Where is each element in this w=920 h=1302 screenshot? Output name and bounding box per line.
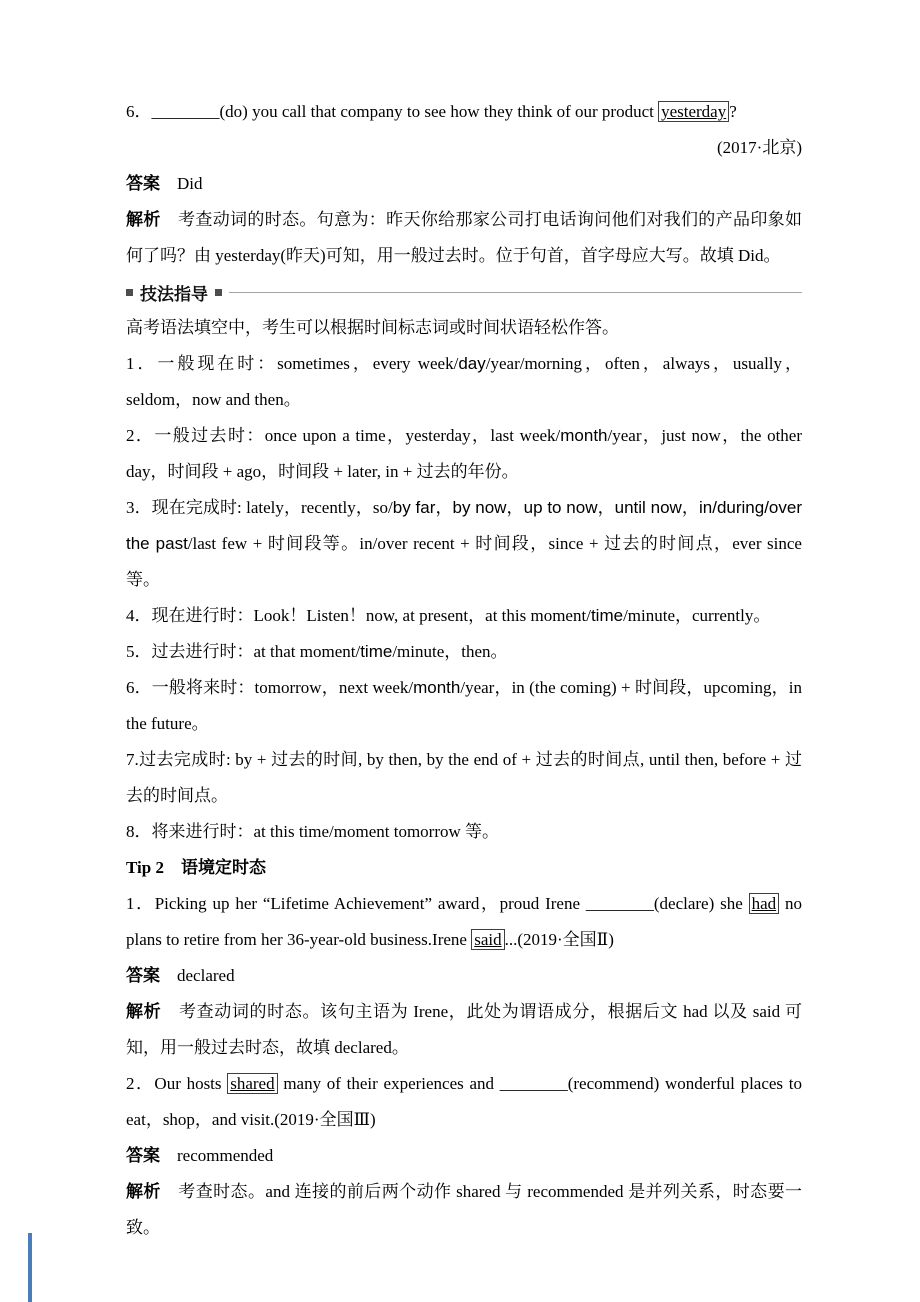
text-segment: /year，just now，the other day，时间段 + ago，时间段 + later, in + 过去的年份。: [126, 426, 802, 481]
text-segment: 8．将来进行时：at this time/moment tomorrow 等。: [126, 822, 500, 841]
revision-bar: [28, 1233, 32, 1302]
text-segment: time: [590, 606, 624, 625]
text-segment: 高考语法填空中，考生可以根据时间标志词或时间状语轻松作答。: [126, 318, 619, 337]
text-segment: ?: [729, 102, 737, 121]
text-segment: recommended: [160, 1146, 274, 1165]
skill-guide-label: 技法指导: [140, 284, 208, 304]
tense-item-8: [126, 814, 802, 850]
tense-item-4: [126, 598, 802, 634]
analysis-q6: [126, 202, 802, 274]
text-segment: 考查动词的时态。该句主语为 Irene，此处为谓语成分，根据后文 had 以及 said 可知，用一般过去时态，故填 declared。: [126, 1002, 803, 1057]
text-segment: no plans to retire from her 36-year-old business.Irene: [126, 894, 803, 949]
tense-item-5: [126, 634, 802, 670]
header-rule: [229, 292, 802, 293]
text-segment: 答案: [126, 174, 160, 193]
tense-item-1: [126, 346, 802, 418]
text-segment: month: [413, 678, 461, 697]
text-segment: 6．一般将来时：tomorrow，next week/: [126, 678, 414, 697]
text-segment: /year/morning，often，always，usually，seldom，now and then。: [126, 354, 802, 409]
text-segment: declared: [160, 966, 235, 985]
tip2-title: [126, 850, 802, 886]
text-segment: /year，in (the coming) + 时间段，upcoming，in the future。: [126, 678, 802, 733]
boxed-word: had: [749, 893, 780, 914]
text-segment: 6．________(do) you call that company to see how they think of our product: [126, 102, 659, 121]
question-6: [126, 94, 802, 130]
tense-item-7: [126, 742, 802, 814]
text-segment: 考查动词的时态。句意为：昨天你给那家公司打电话询问他们对我们的产品印象如何了吗？由 yesterday(昨天)可知，用一般过去时。位于句首，首字母应大写。故填 Did。: [126, 210, 803, 265]
text-segment: 4．现在进行时：Look！Listen！now, at present，at this moment/: [126, 606, 591, 625]
tense-item-6: [126, 670, 802, 742]
skill-guide-header: [126, 274, 802, 310]
text-segment: /last few + 时间段等。in/over recent + 时间段，since + 过去的时间点，ever since 等。: [126, 534, 802, 589]
text-segment: Did: [160, 174, 203, 193]
text-segment: 答案: [126, 1146, 160, 1165]
text-segment: Tip 2: [126, 858, 164, 877]
text-segment: 语境定时态: [163, 858, 266, 877]
question-1: [126, 886, 802, 958]
text-segment: by far，by now，up to now，until now，in/during/over the past: [126, 498, 802, 553]
text-segment: time: [360, 642, 393, 661]
question-2: [126, 1066, 802, 1138]
bullet-square-icon: [215, 289, 222, 296]
text-segment: (2017·北京): [717, 138, 802, 157]
text-segment: 3．现在完成时: lately，recently，so/: [126, 498, 393, 517]
boxed-word: yesterday: [658, 101, 729, 122]
text-segment: 解析: [126, 1002, 162, 1021]
text-segment: 考查时态。and 连接的前后两个动作 shared 与 recommended 是并列关系，时态要一致。: [126, 1182, 803, 1237]
text-segment: day: [458, 354, 486, 373]
question-6-source: [126, 130, 802, 166]
answer-q1: [126, 958, 802, 994]
tense-item-3: [126, 490, 802, 598]
text-segment: 1．一般现在时：sometimes，every week/: [126, 354, 459, 373]
text-segment: 1．Picking up her “Lifetime Achievement” award，proud Irene ________(declare) she: [126, 894, 749, 913]
analysis-q2: [126, 1174, 802, 1246]
analysis-q1: [126, 994, 802, 1066]
text-segment: ...(2019·全国Ⅱ): [504, 930, 614, 949]
answer-q6: [126, 166, 802, 202]
text-segment: 解析: [126, 1182, 161, 1201]
answer-q2: [126, 1138, 802, 1174]
text-segment: 2．一般过去时：once upon a time，yesterday，last week/: [126, 426, 561, 445]
text-segment: 解析: [126, 210, 161, 229]
bullet-square-icon: [126, 289, 133, 296]
text-segment: many of their experiences and ________(recommend) wonderful places to eat，shop，and visit.(2019·全国Ⅲ): [126, 1074, 802, 1129]
tense-item-2: [126, 418, 802, 490]
text-segment: month: [560, 426, 608, 445]
document-content: [126, 94, 802, 1246]
text-segment: /minute，then。: [392, 642, 508, 661]
text-segment: 答案: [126, 966, 160, 985]
boxed-word: shared: [227, 1073, 277, 1094]
text-segment: 5．过去进行时：at that moment/: [126, 642, 361, 661]
text-segment: 7.过去完成时: by + 过去的时间, by then, by the end of + 过去的时间点, until then, before + 过去的时间点。: [126, 750, 802, 805]
text-segment: 2．Our hosts: [126, 1074, 228, 1093]
boxed-word: said: [471, 929, 504, 950]
intro-paragraph: [126, 310, 802, 346]
text-segment: /minute，currently。: [623, 606, 771, 625]
